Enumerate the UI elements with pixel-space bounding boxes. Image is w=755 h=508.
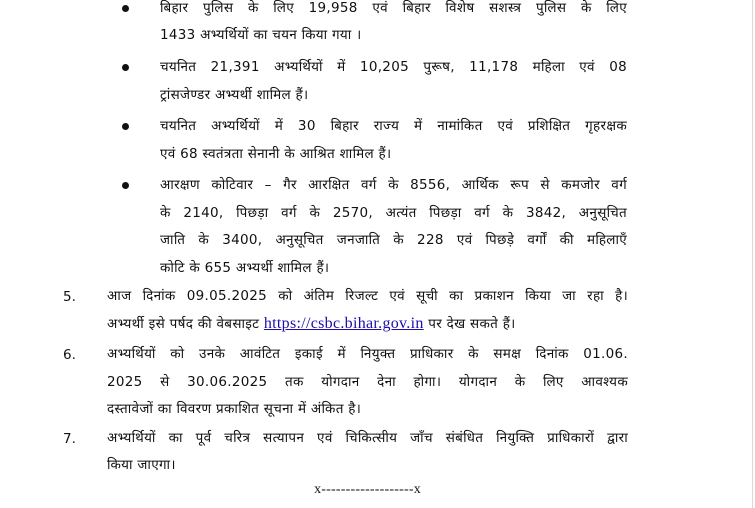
page-edge-rule <box>752 0 753 508</box>
bullet-4-line-1: आरक्षण कोटिवार – गैर आरक्षित वर्ग के 8556, आर्थिक रूप से कमजोर वर्ग <box>160 177 627 193</box>
point-6-line-3: दस्तावेजों का विवरण प्रकाशित सूचना में अंकित है। <box>107 401 362 417</box>
bullet-1-line-2: 1433 अभ्यर्थियों का चयन किया गया । <box>160 27 362 43</box>
bullet-3-line-2: एवं 68 स्वतंत्रता सेनानी के आश्रित शामिल हैं। <box>160 146 392 162</box>
point-7-line-1: अभ्यर्थियों का पूर्व चरित्र सत्यापन एवं चिकित्सीय जाँच संबंधित नियुक्ति प्राधिकारों द्वारा <box>107 430 628 446</box>
bullet-dot <box>122 182 129 189</box>
point-5-line-2-tail: पर देख सकते हैं। <box>428 316 516 332</box>
point-5-line-1: आज दिनांक 09.05.2025 को अंतिम रिजल्ट एवं सूची का प्रकाशन किया जा रहा है। <box>107 288 628 304</box>
bullet-4-line-3: जाति के 3400, अनुसूचित जनजाति के 228 एवं पिछड़े वर्गों की महिलाएँ <box>160 232 627 248</box>
point-5-line-2 <box>107 314 628 334</box>
point-6-number: 6. <box>63 347 76 363</box>
end-separator: x-------------------x <box>314 482 421 497</box>
point-6-line-2: 2025 से 30.06.2025 तक योगदान देना होगा। योगदान के लिए आवश्यक <box>107 374 628 390</box>
point-7-number: 7. <box>63 431 76 447</box>
bullet-dot <box>122 123 129 130</box>
bullet-4-line-4: कोटि के 655 अभ्यर्थी शामिल हैं। <box>160 260 330 276</box>
bullet-2-line-2: ट्रांसजेण्डर अभ्यर्थी शामिल हैं। <box>160 87 309 103</box>
point-5-line-2-text: अभ्यर्थी इसे पर्षद की वेबसाइट <box>107 316 260 332</box>
point-7-line-2: किया जाएगा। <box>107 457 176 473</box>
bullet-4-line-2: के 2140, पिछड़ा वर्ग के 2570, अत्यंत पिछड़ा वर्ग के 3842, अनुसूचित <box>160 205 627 221</box>
bullet-dot <box>122 5 129 12</box>
bullet-dot <box>122 64 129 71</box>
bullet-1-line-1: बिहार पुलिस के लिए 19,958 एवं बिहार विशेष सशस्त्र पुलिस के लिए <box>160 0 627 16</box>
point-5-number: 5. <box>63 289 76 305</box>
bullet-3-line-1: चयनित अभ्यर्थियों में 30 बिहार राज्य में नामांकित एवं प्रशिक्षित गृहरक्षक <box>160 118 627 134</box>
bullet-2-line-1: चयनित 21,391 अभ्यर्थियों में 10,205 पुरूष, 11,178 महिला एवं 08 <box>160 59 627 75</box>
website-link[interactable]: https://csbc.bihar.gov.in <box>263 315 424 332</box>
point-6-line-1: अभ्यर्थियों को उनके आवंटित इकाई में नियुक्त प्राधिकार के समक्ष दिनांक 01.06. <box>107 346 628 362</box>
